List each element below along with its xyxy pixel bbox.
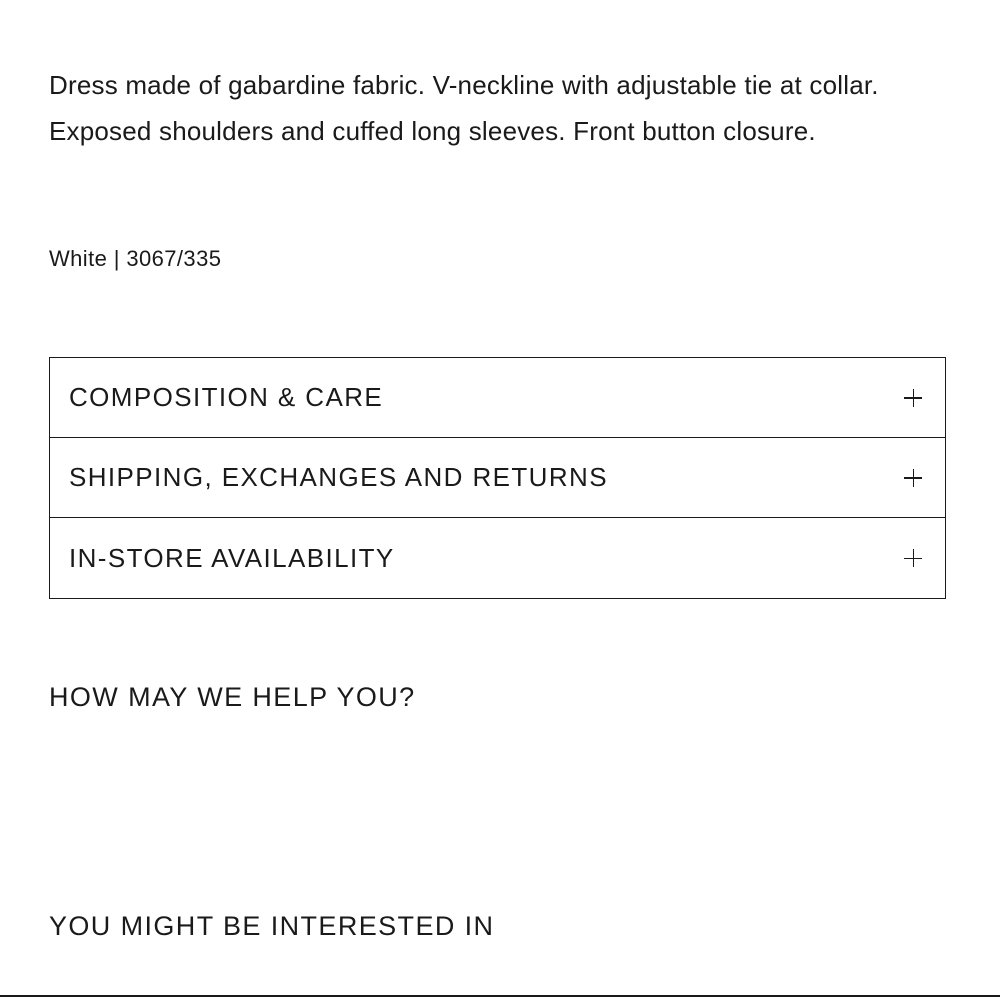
- divider: [0, 995, 1000, 997]
- accordion-label: IN-STORE AVAILABILITY: [69, 542, 395, 573]
- accordion-label: COMPOSITION & CARE: [69, 382, 384, 412]
- product-description: Dress made of gabardine fabric. V-neckline with adjustable tie at collar. Exposed shoulders and cuffed long sleeves. Front button closure.: [49, 70, 879, 146]
- product-info-accordion: [49, 357, 946, 599]
- plus-icon[interactable]: [904, 549, 922, 567]
- plus-icon[interactable]: [904, 469, 922, 487]
- accordion-shipping-exchanges-returns[interactable]: [50, 438, 945, 518]
- accordion-in-store-availability[interactable]: [50, 518, 945, 598]
- accordion-label: SHIPPING, EXCHANGES AND RETURNS: [69, 462, 608, 492]
- plus-icon[interactable]: [904, 389, 922, 407]
- product-color-reference: White | 3067/335: [49, 246, 222, 271]
- recommendations-heading: YOU MIGHT BE INTERESTED IN: [49, 911, 495, 941]
- help-link[interactable]: HOW MAY WE HELP YOU?: [49, 682, 416, 712]
- accordion-composition-care[interactable]: [50, 358, 945, 438]
